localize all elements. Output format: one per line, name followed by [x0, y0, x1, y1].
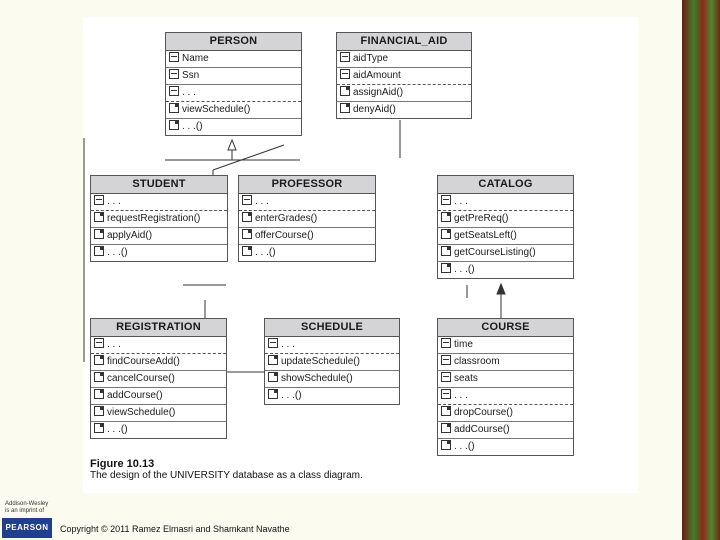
class-professor	[238, 175, 376, 262]
operation-icon	[268, 372, 278, 382]
class-schedule-row	[265, 354, 399, 371]
class-person-row	[166, 68, 301, 85]
class-schedule-row	[265, 388, 399, 404]
publisher-line-1: Addison-Wesley	[5, 501, 49, 507]
class-member-text: applyAid()	[107, 230, 153, 241]
operation-icon	[441, 229, 451, 239]
class-person-row	[166, 85, 301, 102]
operation-icon	[94, 355, 104, 365]
class-student-title: STUDENT	[91, 176, 227, 194]
class-member-text: updateSchedule()	[281, 356, 360, 367]
class-course	[437, 318, 574, 456]
class-member-text: viewSchedule()	[182, 104, 251, 115]
class-member-text: denyAid()	[353, 104, 396, 115]
attribute-icon	[94, 195, 104, 205]
class-member-text: . . .()	[281, 390, 302, 401]
attribute-icon	[441, 195, 451, 205]
class-professor-row	[239, 211, 375, 228]
class-member-text: offerCourse()	[255, 230, 314, 241]
class-course-row	[438, 388, 573, 405]
class-member-text: . . .	[454, 390, 468, 401]
attribute-icon	[441, 355, 451, 365]
class-member-text: . . .()	[255, 247, 276, 258]
class-schedule	[264, 318, 400, 405]
class-course-row	[438, 337, 573, 354]
class-professor-row	[239, 245, 375, 261]
class-member-text: addCourse()	[454, 424, 510, 435]
figure-caption-text: The design of the UNIVERSITY database as a class diagram.	[90, 470, 363, 481]
operation-icon	[441, 212, 451, 222]
generalization-arrow-person	[228, 140, 236, 150]
class-person-row	[166, 51, 301, 68]
class-person-title: PERSON	[166, 33, 301, 51]
attribute-icon	[169, 86, 179, 96]
publisher-line-2: is an imprint of	[5, 508, 45, 514]
attribute-icon	[94, 338, 104, 348]
class-member-text: . . .	[182, 87, 196, 98]
class-member-text: addCourse()	[107, 390, 163, 401]
operation-icon	[94, 229, 104, 239]
class-member-text: . . .()	[454, 441, 475, 452]
class-member-text: . . .	[255, 196, 269, 207]
class-registration-row	[91, 337, 226, 354]
class-member-text: . . .	[107, 339, 121, 350]
class-student	[90, 175, 228, 262]
class-person-row	[166, 102, 301, 119]
class-member-text: assignAid()	[353, 87, 404, 98]
attribute-icon	[441, 389, 451, 399]
class-member-text: enterGrades()	[255, 213, 318, 224]
class-member-text: dropCourse()	[454, 407, 513, 418]
operation-icon	[242, 229, 252, 239]
class-student-row	[91, 245, 227, 261]
operation-icon	[169, 120, 179, 130]
class-course-row	[438, 422, 573, 439]
class-course-row	[438, 405, 573, 422]
class-member-text: . . .()	[454, 264, 475, 275]
operation-icon	[242, 246, 252, 256]
operation-icon	[94, 246, 104, 256]
class-member-text: . . .	[281, 339, 295, 350]
attribute-icon	[169, 69, 179, 79]
class-member-text: viewSchedule()	[107, 407, 176, 418]
class-catalog-row	[438, 262, 573, 278]
class-registration-row	[91, 388, 226, 405]
operation-icon	[94, 406, 104, 416]
publisher-note	[5, 501, 60, 515]
class-professor-row	[239, 194, 375, 211]
operation-icon	[441, 263, 451, 273]
class-member-text: aidType	[353, 53, 389, 64]
class-member-text: getSeatsLeft()	[454, 230, 517, 241]
class-course-title: COURSE	[438, 319, 573, 337]
class-member-text: showSchedule()	[281, 373, 353, 384]
class-catalog-row	[438, 194, 573, 211]
class-catalog	[437, 175, 574, 279]
class-registration-row	[91, 371, 226, 388]
class-member-text: cancelCourse()	[107, 373, 175, 384]
figure-caption	[90, 458, 363, 481]
class-member-text: aidAmount	[353, 70, 401, 81]
catalog-course-arrow	[497, 284, 505, 294]
class-financial-aid-title: FINANCIAL_AID	[337, 33, 471, 51]
class-registration-row	[91, 354, 226, 371]
class-registration	[90, 318, 227, 439]
operation-icon	[441, 440, 451, 450]
class-financial-aid-row	[337, 68, 471, 85]
operation-icon	[94, 423, 104, 433]
class-member-text: requestRegistration()	[107, 213, 201, 224]
figure-number: Figure 10.13	[90, 458, 155, 470]
operation-icon	[94, 389, 104, 399]
class-member-text: findCourseAdd()	[107, 356, 180, 367]
class-financial-aid-row	[337, 102, 471, 118]
operation-icon	[340, 86, 350, 96]
class-person	[165, 32, 302, 136]
copyright-text: Copyright © 2011 Ramez Elmasri and Shamkant Navathe	[60, 524, 290, 534]
class-member-text: . . .	[107, 196, 121, 207]
class-course-row	[438, 371, 573, 388]
operation-icon	[441, 423, 451, 433]
class-financial-aid-row	[337, 51, 471, 68]
professor-to-person-line	[213, 145, 284, 170]
class-member-text: . . .	[454, 196, 468, 207]
attribute-icon	[169, 52, 179, 62]
class-professor-title: PROFESSOR	[239, 176, 375, 194]
operation-icon	[268, 355, 278, 365]
class-member-text: seats	[454, 373, 478, 384]
class-member-text: . . .()	[107, 247, 128, 258]
operation-icon	[441, 246, 451, 256]
attribute-icon	[242, 195, 252, 205]
class-schedule-row	[265, 337, 399, 354]
operation-icon	[169, 103, 179, 113]
attribute-icon	[441, 338, 451, 348]
attribute-icon	[340, 69, 350, 79]
class-member-text: . . .()	[107, 424, 128, 435]
class-schedule-title: SCHEDULE	[265, 319, 399, 337]
pearson-logo: PEARSON	[2, 518, 52, 538]
class-member-text: time	[454, 339, 473, 350]
class-member-text: getCourseListing()	[454, 247, 536, 258]
class-schedule-row	[265, 371, 399, 388]
operation-icon	[242, 212, 252, 222]
operation-icon	[94, 212, 104, 222]
class-registration-row	[91, 405, 226, 422]
class-member-text: classroom	[454, 356, 500, 367]
attribute-icon	[268, 338, 278, 348]
class-professor-row	[239, 228, 375, 245]
class-member-text: Name	[182, 53, 209, 64]
class-catalog-title: CATALOG	[438, 176, 573, 194]
operation-icon	[340, 103, 350, 113]
operation-icon	[268, 389, 278, 399]
class-student-row	[91, 194, 227, 211]
class-financial-aid	[336, 32, 472, 119]
class-member-text: Ssn	[182, 70, 200, 81]
class-registration-title: REGISTRATION	[91, 319, 226, 337]
class-student-row	[91, 211, 227, 228]
class-course-row	[438, 439, 573, 455]
class-catalog-row	[438, 245, 573, 262]
attribute-icon	[441, 372, 451, 382]
class-catalog-row	[438, 228, 573, 245]
class-course-row	[438, 354, 573, 371]
attribute-icon	[340, 52, 350, 62]
class-student-row	[91, 228, 227, 245]
class-financial-aid-row	[337, 85, 471, 102]
operation-icon	[94, 372, 104, 382]
class-catalog-row	[438, 211, 573, 228]
class-member-text: . . .()	[182, 121, 203, 132]
class-registration-row	[91, 422, 226, 438]
class-member-text: getPreReq()	[454, 213, 509, 224]
class-person-row	[166, 119, 301, 135]
operation-icon	[441, 406, 451, 416]
